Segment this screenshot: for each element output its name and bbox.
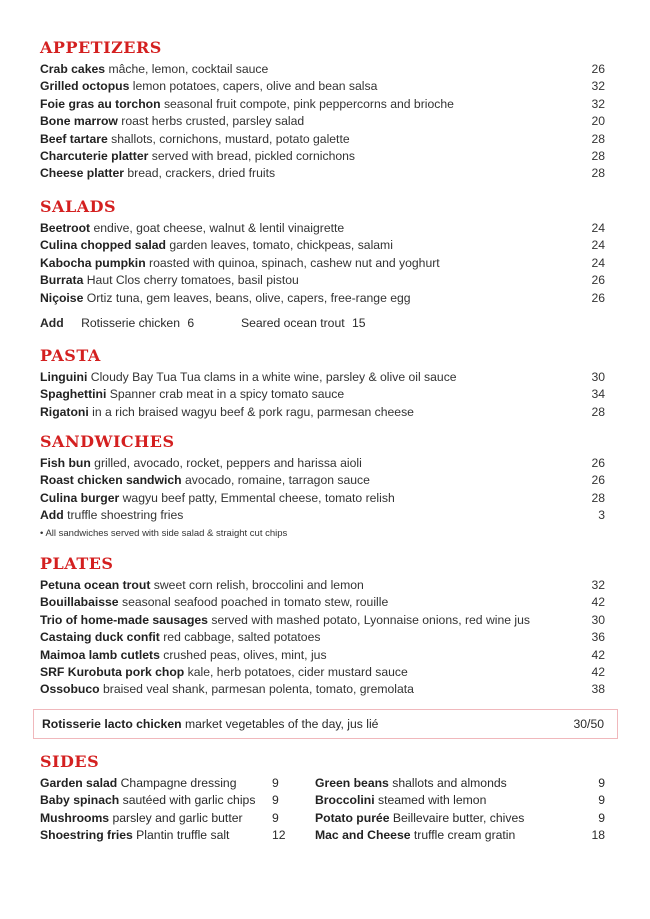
item-price: 26 (591, 473, 605, 488)
item-price: 28 (591, 131, 605, 146)
item-desc: in a rich braised wagyu beef & pork ragu, parmesan cheese (92, 404, 414, 419)
item-price: 26 (591, 290, 605, 305)
menu-item (40, 61, 605, 78)
item-desc: Cloudy Bay Tua Tua clams in a white wine, parsley & olive oil sauce (90, 370, 457, 384)
item-desc: garden leaves, tomato, chickpeas, salami (169, 238, 393, 253)
menu-item (40, 131, 605, 148)
item-desc: market vegetables of the day, jus lié (184, 717, 379, 731)
menu-item (40, 612, 605, 629)
item-price: 26 (591, 273, 605, 288)
item-desc: mâche, lemon, cocktail sauce (108, 62, 269, 76)
item-name: SRF Kurobuta pork chop (40, 664, 185, 679)
item-desc: Spanner crab meat in a spicy tomato sauce (109, 387, 345, 402)
menu-item (40, 165, 605, 182)
appetizers-heading: APPETIZERS (40, 38, 162, 57)
add-on-name: Rotisserie chicken (81, 316, 180, 330)
item-price: 28 (591, 166, 605, 181)
add-label: Add (40, 316, 64, 330)
item-price: 9 (272, 793, 279, 808)
menu-item (40, 369, 605, 386)
item-name: Shoestring fries (40, 828, 133, 843)
menu-item (40, 386, 605, 403)
sides-row (40, 827, 605, 844)
item-price: 34 (591, 387, 605, 402)
add-on-price: 6 (187, 316, 195, 330)
plates-heading: PLATES (40, 554, 114, 573)
item-price: 12 (272, 828, 286, 843)
item-desc: roasted with quinoa, spinach, cashew nut and yoghurt (149, 255, 440, 270)
item-name: Maimoa lamb cutlets (40, 647, 160, 662)
item-desc: grilled, avocado, rocket, peppers and harissa aioli (94, 456, 362, 470)
item-desc: sweet corn relish, broccolini and lemon (153, 578, 364, 592)
item-name: Rigatoni (40, 404, 89, 419)
item-desc: truffle shoestring fries (67, 508, 184, 523)
item-desc: Haut Clos cherry tomatoes, basil pistou (86, 273, 299, 288)
add-on-price: 15 (352, 316, 366, 330)
item-name: Charcuterie platter (40, 148, 149, 163)
item-name: Burrata (40, 273, 84, 288)
menu-item (40, 490, 605, 507)
menu-item (40, 629, 605, 646)
item-desc: avocado, romaine, tarragon sauce (184, 473, 370, 488)
item-desc: kale, herb potatoes, cider mustard sauce (187, 664, 408, 679)
item-price: 42 (591, 595, 605, 610)
item-desc: seasonal fruit compote, pink peppercorns and brioche (163, 96, 454, 111)
item-desc: shallots, cornichons, mustard, potato galette (111, 131, 350, 146)
pasta-heading: PASTA (40, 346, 101, 365)
menu-item (40, 647, 605, 664)
item-price: 28 (591, 148, 605, 163)
item-desc: served with bread, pickled cornichons (151, 148, 355, 163)
item-name: Petuna ocean trout (40, 578, 151, 592)
item-price: 26 (591, 456, 605, 470)
plates-list (40, 577, 605, 699)
item-name: Ossobuco (40, 682, 100, 697)
item-desc: wagyu beef patty, Emmental cheese, tomato relish (122, 490, 395, 505)
menu-item (40, 220, 605, 237)
item-desc: seasonal seafood poached in tomato stew, rouille (121, 595, 389, 610)
item-price: 24 (591, 221, 605, 235)
item-desc: red cabbage, salted potatoes (163, 630, 321, 645)
item-name: Trio of home-made sausages (40, 612, 208, 627)
item-price: 36 (591, 630, 605, 645)
sandwich-note: • All sandwiches served with side salad & straight cut chips (40, 528, 288, 539)
item-desc: Plantin truffle salt (136, 828, 230, 843)
item-price: 32 (591, 96, 605, 111)
item-desc: parsley and garlic butter (112, 810, 243, 825)
item-name: Add (40, 508, 64, 523)
item-desc: shallots and almonds (392, 776, 507, 790)
item-name: Garden salad (40, 776, 118, 790)
item-name: Mushrooms (40, 810, 110, 825)
sides-list (40, 775, 605, 845)
item-name: Mac and Cheese (315, 828, 411, 843)
add-on-name: Seared ocean trout (240, 316, 345, 330)
menu-item (40, 255, 605, 272)
item-name: Baby spinach (40, 793, 120, 808)
menu-item (40, 290, 605, 307)
item-price: 9 (598, 793, 605, 808)
item-desc: bread, crackers, dried fruits (127, 166, 276, 181)
item-desc: Ortiz tuna, gem leaves, beans, olive, capers, free-range egg (86, 290, 411, 305)
item-name: Foie gras au torchon (40, 96, 161, 111)
menu-item (40, 272, 605, 289)
menu-item (40, 472, 605, 489)
item-price: 9 (272, 810, 279, 825)
item-price: 9 (598, 776, 605, 790)
item-price: 32 (591, 79, 605, 94)
item-price: 30/50 (573, 717, 604, 731)
item-price: 9 (272, 776, 279, 790)
sides-row (40, 792, 605, 809)
salad-add-ons (40, 315, 370, 332)
item-desc: sautéed with garlic chips (122, 793, 256, 808)
menu-item (40, 664, 605, 681)
item-name: Bone marrow (40, 114, 118, 129)
menu-item (40, 237, 605, 254)
item-name: Castaing duck confit (40, 630, 160, 645)
item-name: Green beans (315, 776, 389, 790)
item-price: 9 (598, 810, 605, 825)
item-price: 38 (591, 682, 605, 697)
item-name: Grilled octopus (40, 79, 130, 94)
item-price: 26 (591, 62, 605, 76)
item-name: Kabocha pumpkin (40, 255, 146, 270)
sides-heading: SIDES (40, 752, 100, 771)
item-name: Linguini (40, 370, 88, 384)
item-name: Fish bun (40, 456, 91, 470)
menu-item (40, 78, 605, 95)
menu-item (40, 594, 605, 611)
menu-item (40, 148, 605, 165)
item-price: 28 (591, 404, 605, 419)
item-name: Culina burger (40, 490, 120, 505)
item-desc: roast herbs crusted, parsley salad (121, 114, 305, 129)
item-price: 18 (591, 828, 605, 843)
item-price: 30 (591, 370, 605, 384)
item-desc: Champagne dressing (120, 776, 237, 790)
item-price: 30 (591, 612, 605, 627)
menu-item (40, 113, 605, 130)
menu-item (40, 507, 605, 524)
item-price: 42 (591, 647, 605, 662)
item-name: Niçoise (40, 290, 84, 305)
item-desc: endive, goat cheese, walnut & lentil vinaigrette (93, 221, 345, 235)
menu-item (40, 404, 605, 421)
item-desc: crushed peas, olives, mint, jus (163, 647, 327, 662)
item-desc: truffle cream gratin (413, 828, 516, 843)
item-name: Culina chopped salad (40, 238, 166, 253)
item-desc: Beillevaire butter, chives (392, 810, 525, 825)
appetizers-list (40, 61, 605, 183)
sides-row (40, 810, 605, 827)
item-desc: served with mashed potato, Lyonnaise onions, red wine jus (211, 612, 531, 627)
item-price: 20 (591, 114, 605, 129)
salads-heading: SALADS (40, 197, 117, 216)
item-price: 24 (591, 238, 605, 253)
menu-item (40, 681, 605, 698)
special-item-box (33, 709, 618, 739)
item-name: Beef tartare (40, 131, 108, 146)
item-name: Cheese platter (40, 166, 124, 181)
menu-item (40, 96, 605, 113)
item-name: Crab cakes (40, 62, 106, 76)
item-name: Rotisserie lacto chicken (42, 717, 182, 731)
sandwiches-list (40, 455, 605, 525)
item-name: Bouillabaisse (40, 595, 119, 610)
item-price: 3 (598, 508, 605, 523)
item-name: Spaghettini (40, 387, 107, 402)
item-desc: steamed with lemon (377, 793, 487, 808)
item-name: Potato purée (315, 810, 390, 825)
pasta-list (40, 369, 605, 421)
item-name: Beetroot (40, 221, 91, 235)
menu-item (40, 577, 605, 594)
salads-list (40, 220, 605, 307)
item-price: 24 (591, 255, 605, 270)
item-name: Roast chicken sandwich (40, 473, 182, 488)
item-price: 28 (591, 490, 605, 505)
menu-item (40, 455, 605, 472)
item-desc: lemon potatoes, capers, olive and bean salsa (132, 79, 378, 94)
item-price: 32 (591, 578, 605, 592)
item-desc: braised veal shank, parmesan polenta, tomato, gremolata (102, 682, 414, 697)
item-name: Broccolini (315, 793, 375, 808)
sandwiches-heading: SANDWICHES (40, 432, 175, 451)
sides-row (40, 775, 605, 792)
item-price: 42 (591, 664, 605, 679)
